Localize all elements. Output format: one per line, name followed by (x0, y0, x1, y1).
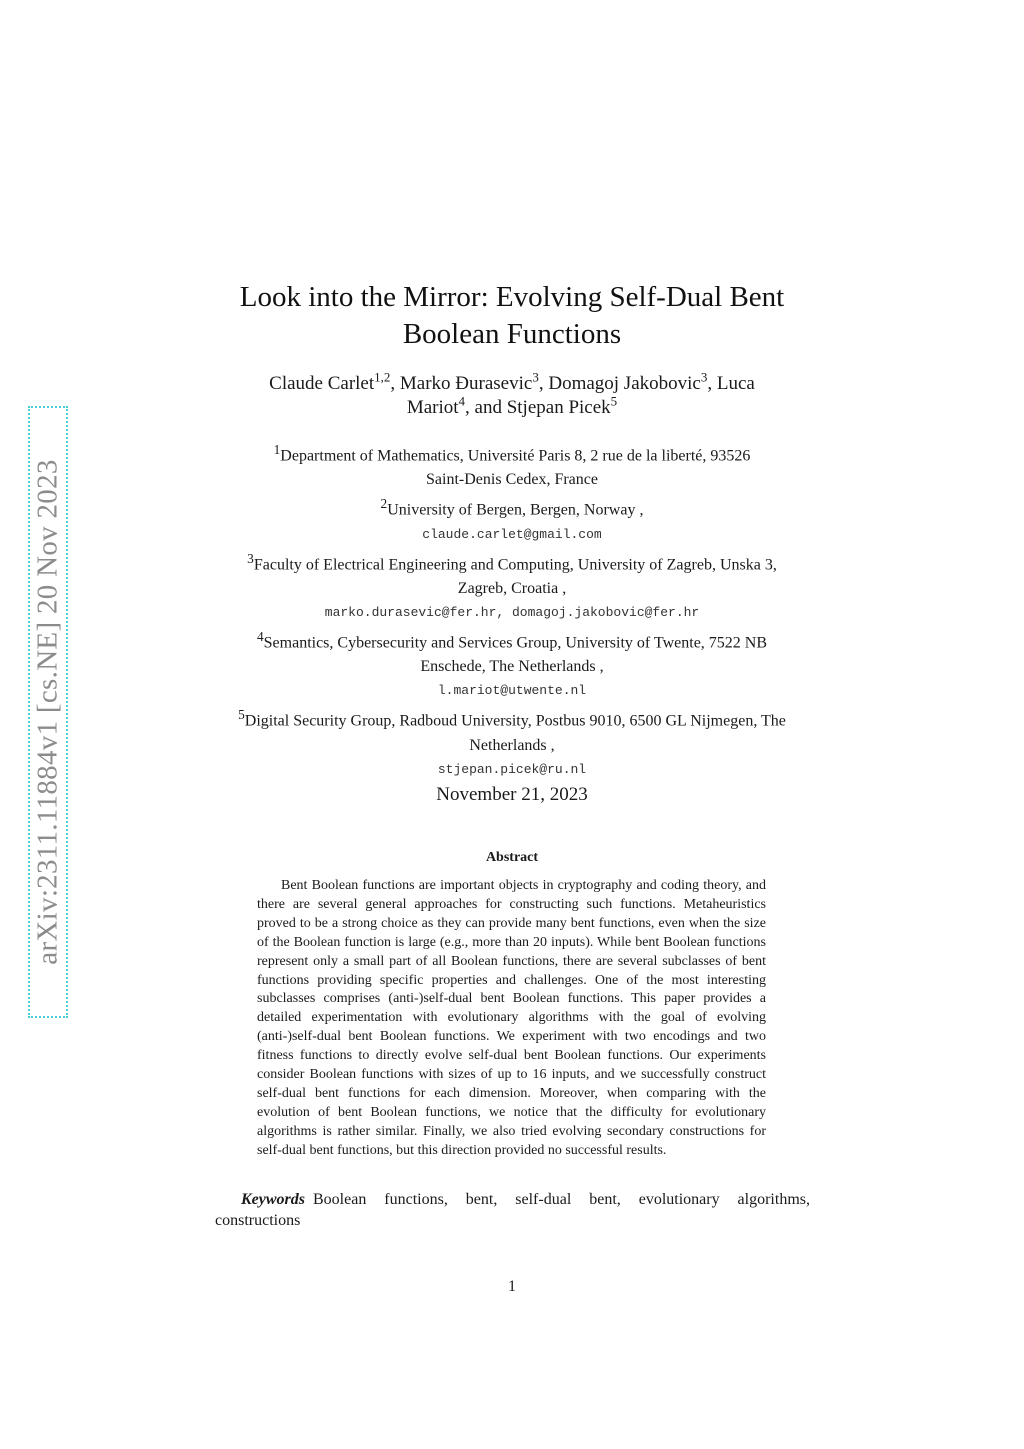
affiliation-5-email[interactable]: stjepan.picek@ru.nl (437, 761, 587, 777)
abstract-text: Bent Boolean functions are important objects in cryptography and coding theory, and there are several general approaches for constructing such functions. Metaheuristics proved to be a strong choice as they can provide many bent functions, even when the size of the Boolean function is large (e.g., more than 20 inputs). While bent Boolean functions represent only a small part of all Boolean functions, there are several subclasses of bent functions providing specific properties and challenges. One of the most interesting subclasses comprises (anti-)self-dual bent Boolean functions. This paper provides a detailed experimentation with evolutionary algorithms with the goal of evolving (anti-)self-dual bent Boolean functions. We experiment with two encodings and two fitness functions to directly evolve self-dual bent Boolean functions. Our experiments consider Boolean functions with sizes of up to 16 inputs, and we successfully construct self-dual bent functions for each dimension. Moreover, when comparing with the evolution of bent Boolean functions, we notice that the difficulty for evolutionary algorithms is rather similar. Finally, we also tried evolving secondary constructions for self-dual bent functions, but this direction provided no successful results. (257, 878, 766, 1158)
author-mariot-affil: 4 (458, 393, 466, 409)
affiliation-4-email[interactable]: l.mariot@utwente.nl (437, 683, 587, 699)
affiliation-2-line-1 (0, 492, 1024, 522)
affiliation-1-line-2: Saint-Denis Cedex, France (426, 471, 598, 489)
author-jakobovic-affil: 3 (700, 369, 708, 385)
paper-title (0, 279, 1024, 353)
affiliation-4-marker: 4 (256, 628, 264, 644)
author-list (0, 369, 1024, 420)
keywords-label: Keywords (241, 1191, 305, 1208)
affiliation-5-text: Digital Security Group, Radboud University, Postbus 9010, 6500 GL Nijmegen, The (244, 712, 786, 730)
author-picek-affil: 5 (610, 393, 618, 409)
title-line-2: Boolean Functions (402, 318, 622, 350)
arxiv-identifier: arXiv:2311.11884v1 [cs.NE] 20 Nov 2023 (31, 459, 64, 965)
affiliation-1-text: Department of Mathematics, Université Paris 8, 2 rue de la liberté, 93526 (280, 447, 751, 465)
affiliation-3-marker: 3 (247, 550, 254, 566)
author-mariot-last: Mariot (406, 397, 459, 418)
page-number: 1 (508, 1278, 516, 1295)
paper-date: November 21, 2023 (436, 784, 588, 805)
title-line-1: Look into the Mirror: Evolving Self-Dual Bent (239, 281, 785, 313)
author-line-1 (0, 369, 1024, 396)
author-mariot-first: , Luca (707, 373, 755, 394)
keywords-text: Boolean functions, bent, self-dual bent, evolutionary algorithms, constructions (215, 1191, 810, 1229)
author-durasevic: , Marko Đurasevic (390, 373, 533, 394)
affiliation-5-marker: 5 (238, 707, 245, 723)
author-jakobovic: , Domagoj Jakobovic (538, 373, 701, 394)
affiliation-4-line-1 (0, 625, 1024, 655)
author-line-2 (0, 393, 1024, 420)
keywords-section (215, 1189, 810, 1231)
affiliation-3-email[interactable]: marko.durasevic@fer.hr, domagoj.jakobovic@fer.hr (324, 604, 700, 620)
affiliation-1-marker: 1 (273, 442, 281, 457)
affiliation-1-line-1 (0, 438, 1024, 468)
affiliations (0, 438, 1024, 782)
affiliation-2-marker: 2 (380, 496, 388, 512)
affiliation-3-line-2: Zagreb, Croatia , (457, 579, 567, 597)
affiliation-3-line-1 (0, 547, 1024, 577)
author-carlet: Claude Carlet (269, 373, 375, 394)
affiliation-3-text: Faculty of Electrical Engineering and Computing, University of Zagreb, Unska 3, (253, 555, 777, 573)
affiliation-4-line-2: Enschede, The Netherlands , (420, 658, 604, 676)
affiliation-5-line-1 (0, 703, 1024, 733)
author-carlet-affil: 1,2 (374, 369, 391, 385)
author-picek: , and Stjepan Picek (465, 397, 611, 418)
affiliation-2-text: University of Bergen, Bergen, Norway , (387, 501, 644, 519)
author-durasevic-affil: 3 (532, 369, 539, 385)
affiliation-5-line-2: Netherlands , (469, 736, 555, 754)
affiliation-4-text: Semantics, Cybersecurity and Services Group, University of Twente, 7522 NB (263, 634, 768, 652)
abstract-heading: Abstract (485, 850, 539, 865)
affiliation-2-email[interactable]: claude.carlet@gmail.com (422, 526, 602, 542)
